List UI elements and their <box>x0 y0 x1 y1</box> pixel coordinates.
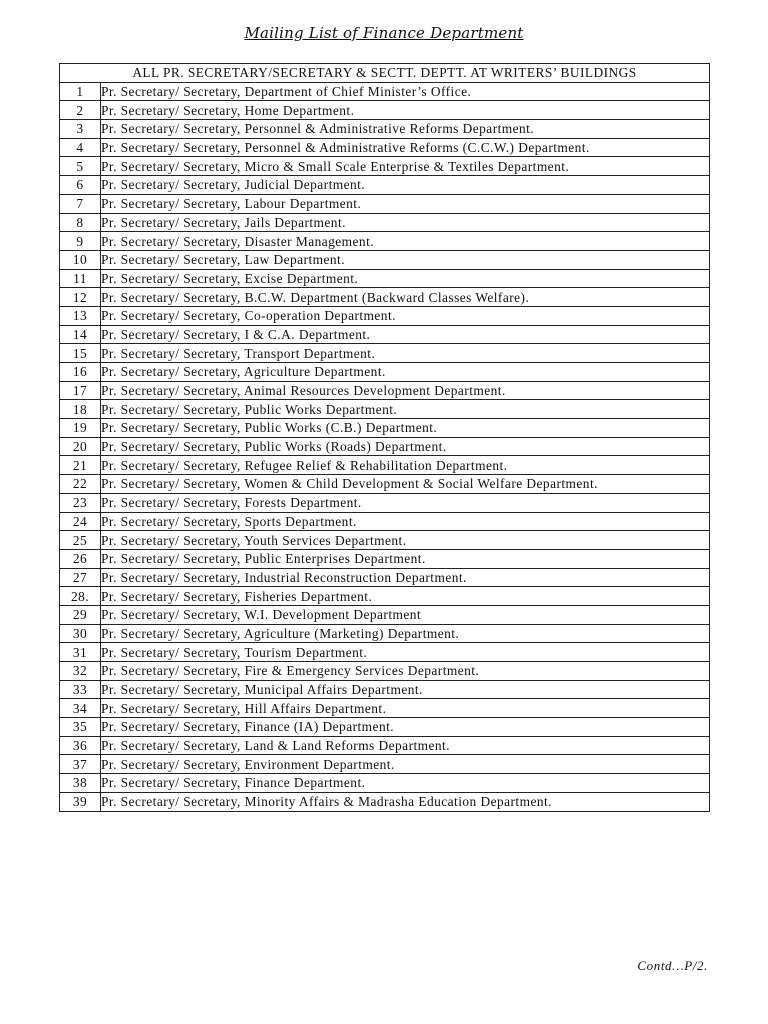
row-number: 17 <box>60 381 101 400</box>
row-number: 4 <box>60 138 101 157</box>
table-row <box>60 456 710 475</box>
row-number: 36 <box>60 736 101 755</box>
table-body <box>60 82 710 811</box>
recipient-text: Pr. Secretary/ Secretary, Personnel & Administrative Reforms (C.C.W.) Department. <box>101 138 710 157</box>
row-number: 3 <box>60 120 101 139</box>
recipient-text: Pr. Secretary/ Secretary, Micro & Small Scale Enterprise & Textiles Department. <box>101 157 710 176</box>
row-number: 13 <box>60 306 101 325</box>
row-number: 1 <box>60 82 101 101</box>
table-row <box>60 718 710 737</box>
row-number: 19 <box>60 419 101 438</box>
table-row <box>60 774 710 793</box>
row-number: 29 <box>60 605 101 624</box>
recipient-text: Pr. Secretary/ Secretary, Animal Resources Development Department. <box>101 381 710 400</box>
row-number: 31 <box>60 643 101 662</box>
recipient-text: Pr. Secretary/ Secretary, Disaster Management. <box>101 232 710 251</box>
recipient-text: Pr. Secretary/ Secretary, Labour Department. <box>101 194 710 213</box>
recipient-text: Pr. Secretary/ Secretary, Tourism Department. <box>101 643 710 662</box>
recipient-text: Pr. Secretary/ Secretary, Co-operation Department. <box>101 306 710 325</box>
table-row <box>60 101 710 120</box>
row-number: 32 <box>60 662 101 681</box>
row-number: 8 <box>60 213 101 232</box>
table-row <box>60 605 710 624</box>
table-row <box>60 232 710 251</box>
table-row <box>60 624 710 643</box>
row-number: 2 <box>60 101 101 120</box>
row-number: 30 <box>60 624 101 643</box>
recipient-text: Pr. Secretary/ Secretary, Fire & Emergency Services Department. <box>101 662 710 681</box>
recipient-text: Pr. Secretary/ Secretary, Public Works (Roads) Department. <box>101 437 710 456</box>
row-number: 25 <box>60 531 101 550</box>
table-row <box>60 662 710 681</box>
table-row <box>60 269 710 288</box>
table-row <box>60 194 710 213</box>
table-row <box>60 120 710 139</box>
row-number: 24 <box>60 512 101 531</box>
table-header-row <box>60 64 710 83</box>
row-number: 35 <box>60 718 101 737</box>
table-row <box>60 549 710 568</box>
row-number: 21 <box>60 456 101 475</box>
table-row <box>60 306 710 325</box>
table-row <box>60 344 710 363</box>
recipient-text: Pr. Secretary/ Secretary, Finance Department. <box>101 774 710 793</box>
table-row <box>60 512 710 531</box>
recipient-text: Pr. Secretary/ Secretary, Public Works Department. <box>101 400 710 419</box>
row-number: 34 <box>60 699 101 718</box>
row-number: 6 <box>60 176 101 195</box>
row-number: 12 <box>60 288 101 307</box>
table-row <box>60 568 710 587</box>
recipient-text: Pr. Secretary/ Secretary, Department of Chief Minister’s Office. <box>101 82 710 101</box>
table-row <box>60 419 710 438</box>
table-row <box>60 400 710 419</box>
recipient-text: Pr. Secretary/ Secretary, Youth Services Department. <box>101 531 710 550</box>
recipient-text: Pr. Secretary/ Secretary, Environment Department. <box>101 755 710 774</box>
table-row <box>60 138 710 157</box>
recipient-text: Pr. Secretary/ Secretary, Agriculture Department. <box>101 363 710 382</box>
table-row <box>60 755 710 774</box>
table-row <box>60 363 710 382</box>
row-number: 10 <box>60 250 101 269</box>
row-number: 7 <box>60 194 101 213</box>
recipient-text: Pr. Secretary/ Secretary, Public Works (C.B.) Department. <box>101 419 710 438</box>
row-number: 14 <box>60 325 101 344</box>
recipient-text: Pr. Secretary/ Secretary, B.C.W. Department (Backward Classes Welfare). <box>101 288 710 307</box>
table-row <box>60 531 710 550</box>
table-row <box>60 699 710 718</box>
table-row <box>60 587 710 606</box>
table-row <box>60 475 710 494</box>
table-row <box>60 288 710 307</box>
table-row <box>60 381 710 400</box>
row-number: 27 <box>60 568 101 587</box>
table-row <box>60 680 710 699</box>
row-number: 38 <box>60 774 101 793</box>
table-row <box>60 643 710 662</box>
recipient-text: Pr. Secretary/ Secretary, I & C.A. Department. <box>101 325 710 344</box>
recipient-text: Pr. Secretary/ Secretary, Finance (IA) Department. <box>101 718 710 737</box>
table-row <box>60 213 710 232</box>
recipient-text: Pr. Secretary/ Secretary, Refugee Relief & Rehabilitation Department. <box>101 456 710 475</box>
recipient-text: Pr. Secretary/ Secretary, Fisheries Department. <box>101 587 710 606</box>
table-row <box>60 437 710 456</box>
table-row <box>60 250 710 269</box>
row-number: 16 <box>60 363 101 382</box>
recipient-text: Pr. Secretary/ Secretary, Women & Child Development & Social Welfare Department. <box>101 475 710 494</box>
row-number: 37 <box>60 755 101 774</box>
table-row <box>60 493 710 512</box>
recipient-text: Pr. Secretary/ Secretary, Judicial Department. <box>101 176 710 195</box>
recipient-text: Pr. Secretary/ Secretary, Home Department. <box>101 101 710 120</box>
table-header: ALL PR. SECRETARY/SECRETARY & SECTT. DEPTT. AT WRITERS’ BUILDINGS <box>60 64 710 83</box>
recipient-text: Pr. Secretary/ Secretary, Sports Department. <box>101 512 710 531</box>
row-number: 33 <box>60 680 101 699</box>
recipient-text: Pr. Secretary/ Secretary, Jails Department. <box>101 213 710 232</box>
row-number: 9 <box>60 232 101 251</box>
row-number: 39 <box>60 792 101 811</box>
row-number: 22 <box>60 475 101 494</box>
recipient-text: Pr. Secretary/ Secretary, Forests Department. <box>101 493 710 512</box>
recipient-text: Pr. Secretary/ Secretary, Personnel & Administrative Reforms Department. <box>101 120 710 139</box>
recipient-text: Pr. Secretary/ Secretary, Law Department. <box>101 250 710 269</box>
recipient-text: Pr. Secretary/ Secretary, Land & Land Reforms Department. <box>101 736 710 755</box>
recipient-text: Pr. Secretary/ Secretary, W.I. Development Department <box>101 605 710 624</box>
table-row <box>60 736 710 755</box>
mailing-list-table <box>59 63 710 812</box>
row-number: 20 <box>60 437 101 456</box>
recipient-text: Pr. Secretary/ Secretary, Transport Department. <box>101 344 710 363</box>
recipient-text: Pr. Secretary/ Secretary, Municipal Affairs Department. <box>101 680 710 699</box>
continuation-note: Contd…P/2. <box>637 958 708 973</box>
table-row <box>60 325 710 344</box>
table-row <box>60 792 710 811</box>
row-number: 11 <box>60 269 101 288</box>
row-number: 28. <box>60 587 101 606</box>
table-row <box>60 157 710 176</box>
table-row <box>60 82 710 101</box>
recipient-text: Pr. Secretary/ Secretary, Agriculture (Marketing) Department. <box>101 624 710 643</box>
row-number: 5 <box>60 157 101 176</box>
row-number: 23 <box>60 493 101 512</box>
document-title: Mailing List of Finance Department <box>244 24 524 42</box>
recipient-text: Pr. Secretary/ Secretary, Excise Department. <box>101 269 710 288</box>
table-row <box>60 176 710 195</box>
row-number: 26 <box>60 549 101 568</box>
recipient-text: Pr. Secretary/ Secretary, Public Enterprises Department. <box>101 549 710 568</box>
row-number: 15 <box>60 344 101 363</box>
row-number: 18 <box>60 400 101 419</box>
recipient-text: Pr. Secretary/ Secretary, Hill Affairs Department. <box>101 699 710 718</box>
recipient-text: Pr. Secretary/ Secretary, Industrial Reconstruction Department. <box>101 568 710 587</box>
recipient-text: Pr. Secretary/ Secretary, Minority Affairs & Madrasha Education Department. <box>101 792 710 811</box>
